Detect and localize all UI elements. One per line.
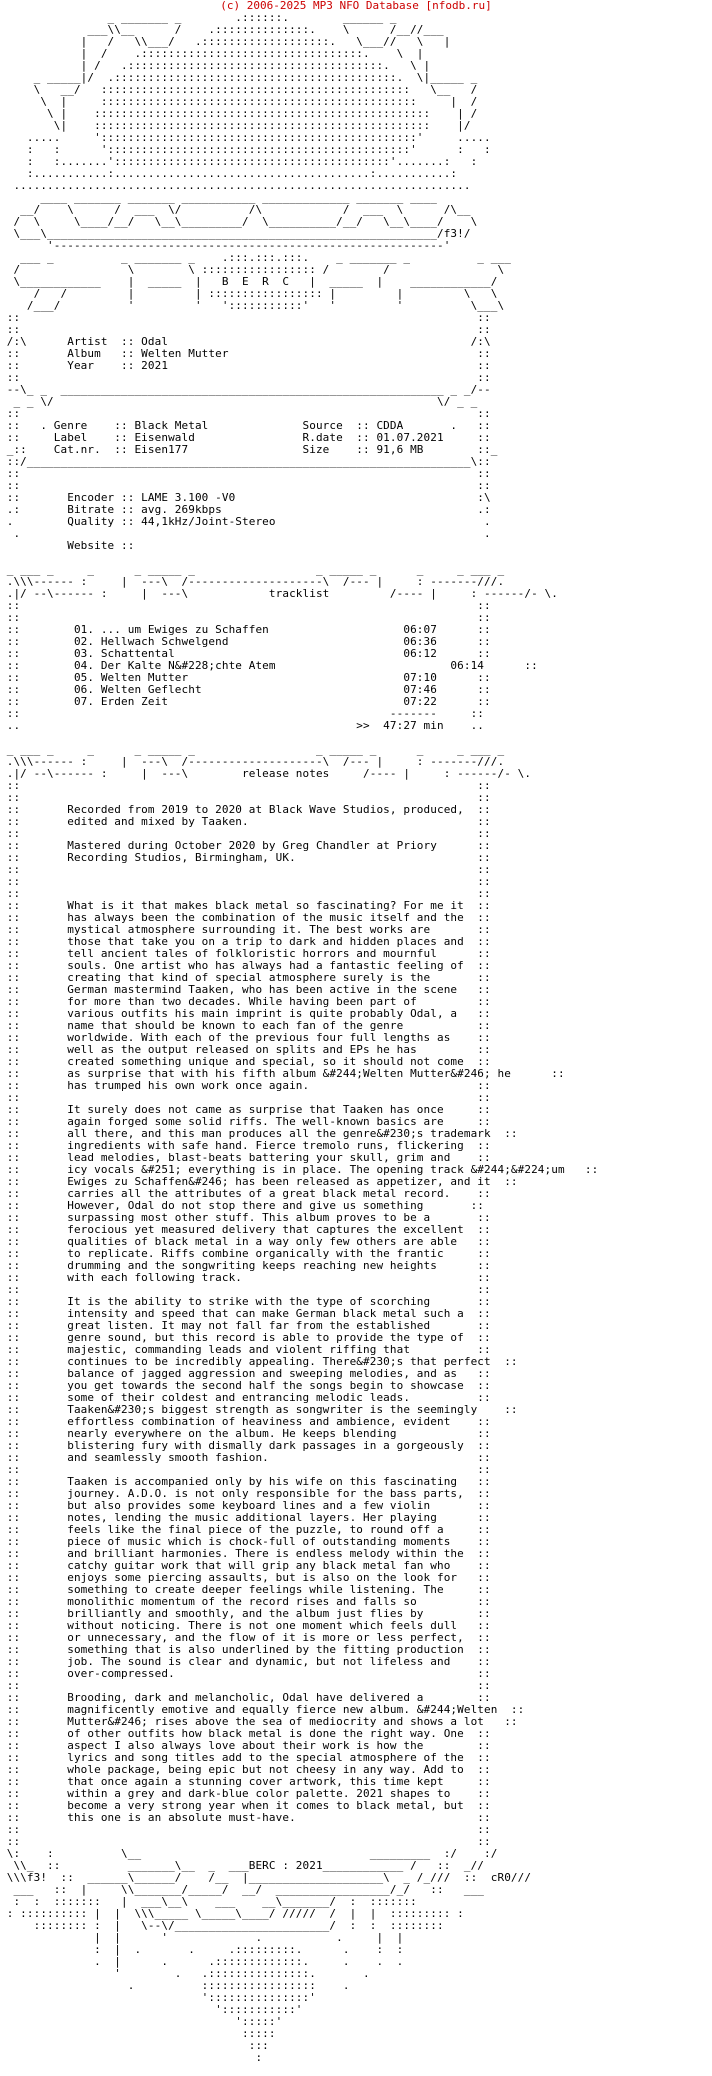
- nfo-text: _ _______ _ .::::::. ______ _ ___\\__ / .::::::::::::::. \ /__//___ | / \\___/ .:::::::::::::::::::. \___// \ | | / .:::::::::::::::::::::::::::::::::. \ | | / .::::::::::::::::::::::::::::::::::::::. \ | _ _____|/ .::::::::::::::::::::::::::::::::::::::::::. \|_____ _ \ __/ :::::::::::::::::::::::::::::::::::::::::::::: \__ / \ | ::::::::::::::::::::::::::::::::::::::::::::::: | / \ | :::::::::::::::::::::::::::::::::::::::::::::::::: | / \| :::::::::::::::::::::::::::::::::::::::::::::::::: |/ ..... ':::::::::::::::::::::::::::::::::::::::::::::::' ..... : : ':::::::::::::::::::::::::::::::::::::::::::::' : : : :.......':::::::::::::::::::::::::::::::::::::::::'.......: : :...........:......................................:...........: .................................................................... ____ _______ _______ ___________ _____________ _______ ____ __/ \ / ___ \/ /\ / ___ \ /\__ / \ \____/__/ \__\_________/ \__________/__/ \__\____/ \ \___\__________________________________________________________/f3!/ '----------------------------------------------------------' ___ _ _ _______ _ .:::.:::.:::. _ _______ _ _ ___ / \ \ ::::::::::::::::: / / \ \____________ | _____ | B E R C | _____ | ____________/ / / | | ::::::::::::::::: | | \ \ /___/ ' ' ':::::::::::' ' ' \___\ :: :: :: :: /:\ Artist :: Odal /:\ :: Album :: Welten Mutter :: :: Year :: 2021 :: :: :: --\_ _ _________________________________________________________ _ _/-- _ _ \/ \/ _ _ :: :: :: . Genre :: Black Metal Source :: CDDA . :: :: Label :: Eisenwald R.date :: 01.07.2021 :: _:: Cat.nr. :: Eisen177 Size :: 91,6 MB ::_ ::/__________________________________________________________________\:: :: :: :: :: :: Encoder :: LAME 3.100 -V0 :\ .: Bitrate :: avg. 269kbps .: . Quality :: 44,1kHz/Joint-Stereo . . . Website :: _ ___ _ _ _ _____ _ _ _____ _ _ _ ___ _ .\\\------ : | ---\ /--------------------\ /--- | : -------///. .|/ --\------ : | ---\ tracklist /---- | : ------/- \. :: :: :: :: :: 01. ... um Ewiges zu Schaffen 06:07 :: :: 02. Hellwach Schwelgend 06:36 :: :: 03. Schattental 06:12 :: :: 04. Der Kalte N&#228;chte Atem 06:14 :: :: 05. Welten Mutter 07:10 :: :: 06. Welten Geflecht 07:46 :: :: 07. Erden Zeit 07:22 :: :: ------- :: .. >> 47:27 min .. _ ___ _ _ _ _____ _ _ _____ _ _ _ ___ _ .\\\------ : | ---\ /--------------------\ /--- | : -------///. .|/ --\------ : | ---\ release notes /---- | : ------/- \. :: :: :: :: :: Recorded from 2019 to 2020 at Black Wave Studios, produced, :: :: edited and mixed by Taaken. :: :: :: :: Mastered during October 2020 by Greg Chandler at Priory :: :: Recording Studios, Birmingham, UK. :: :: :: :: :: :: :: :: What is it that makes black metal so fascinating? For me it :: :: has always been the combination of the music itself and the :: :: mystical atmosphere surrounding it. The best works are :: :: those that take you on a trip to dark and hidden places and :: :: tell ancient tales of folkloristic horrors and mournful :: :: souls. One artist who has always had a fantastic feeling of :: :: creating that kind of special atmosphere surely is the :: :: German mastermind Taaken, who has been active in the scene :: :: for more than two decades. While having been part of :: :: various outfits his main imprint is quite probably Odal, a :: :: name that should be known to each fan of the genre :: :: worldwide. With each of the previous four full lengths as :: :: well as the output released on splits and EPs he has :: :: created something unique and special, so it should not come :: :: as surprise that with his fifth album &#244;Welten Mutter&#246; he :: :: has trumped his own work once again. :: :: :: :: It surely does not came as surprise that Taaken has once :: :: again forged some solid riffs. The well-known basics are :: :: all there, and this man produces all the genre&#230;s trademark :: :: ingredients with safe hand. Fierce tremolo runs, flickering :: :: lead melodies, blast-beats battering your skull, grim and :: :: icy vocals &#251; everything is in place. The opening track &#244;&#224;um :: :: Ewiges zu Schaffen&#246; has been released as appetizer, and it :: :: carries all the attributes of a great black metal record. :: :: However, Odal do not stop there and give us something :: :: surpassing most other stuff. This album proves to be a :: :: ferocious yet measured delivery that captures the excellent :: :: qualities of black metal in a way only few others are able :: :: to replicate. Riffs combine organically with the frantic :: :: drumming and the songwriting keeps reaching new heights :: :: with each following track. :: :: :: :: It is the ability to strike with the type of scorching :: :: intensity and speed that can make German black metal such a :: :: great listen. It may not fall far from the established :: :: genre sound, but this record is able to provide the type of :: :: majestic, commanding leads and violent riffing that :: :: continues to be incredibly appealing. There&#230;s that perfect :: :: balance of jagged aggression and sweeping melodies, and as :: :: you get towards the second half the songs begin to showcase :: :: some of their coldest and entrancing melodic leads. :: :: Taaken&#230;s biggest strength as songwriter is the seemingly :: :: effortless combination of heaviness and ambience, evident :: :: nearly everywhere on the album. He keeps blending :: :: blistering fury with dismally dark passages in a gorgeously :: :: and seamlessly smooth fashion. :: :: :: :: Taaken is accompanied only by his wife on this fascinating :: :: journey. A.D.O. is not only responsible for the bass parts, :: :: but also provides some keyboard lines and a few violin :: :: notes, lending the music additional layers. Her playing :: :: feels like the final piece of the puzzle, to round off a :: :: piece of music which is chock-full of outstanding moments :: :: and brilliant harmonies. There is endless melody within the :: :: catchy guitar work that will grip any black metal fan who :: :: enjoys some piercing assaults, but is also on the look for :: :: something to create deeper feelings while listening. The :: :: monolithic momentum of the record rises and falls so :: :: brilliantly and smoothly, and the album just flies by :: :: without noticing. There is not one moment which feels dull :: :: or unnecessary, and the flow of it is more or less perfect, :: :: something that is also underlined by the fitting production :: :: job. The sound is clear and dynamic, but not lifeless and :: :: over-compressed. :: :: :: :: Brooding, dark and melancholic, Odal have delivered a :: :: magnificently emotive and equally fierce new album. &#244;Welten :: :: Mutter&#246; rises above the sea of mediocrity and shows a lot :: :: of other outfits how black metal is done the right way. One :: :: aspect I also always love about their work is how the :: :: lyrics and song titles add to the special atmosphere of the :: :: whole package, being epic but not cheesy in any way. Add to :: :: that once again a stunning cover artwork, this time kept :: :: within a grey and dark-blue color palette. 2021 shapes to :: :: become a very strong year when it comes to black metal, but :: :: this one is an absolute must-have. :: :: :: :: :: \: : \__ _________ :/ :/ \\_ :: _______\__ _ ___BERC : 2021____________ / :: _// \\\f3! :: ______\______/ /__ |____________________\ _ /_/// :: cR0/// ___ :: | \\_______/_____/ __/ _________________/_/ :: ___ : : ::::::: | ___\__\ ___ __\_______/ : ::::::: : :::::::::: | | \\\_____ \_____\____/ ///// / | | ::::::::: : :::::::: : | \--\/_______________________/ : : :::::::: | | ' . . | | : | . . .:::::::::. . : : . | . .:::::::::::::. . . . ' . .:::::::::::::::. . . ::::::::::::::::: . ':::::::::::::::' ':::::::::::' ':::::' ::::: ::: :: [6, 12, 599, 2064]
- site-credit: (c) 2006-2025 MP3 NFO Database [nfodb.ru]: [220, 0, 492, 12]
